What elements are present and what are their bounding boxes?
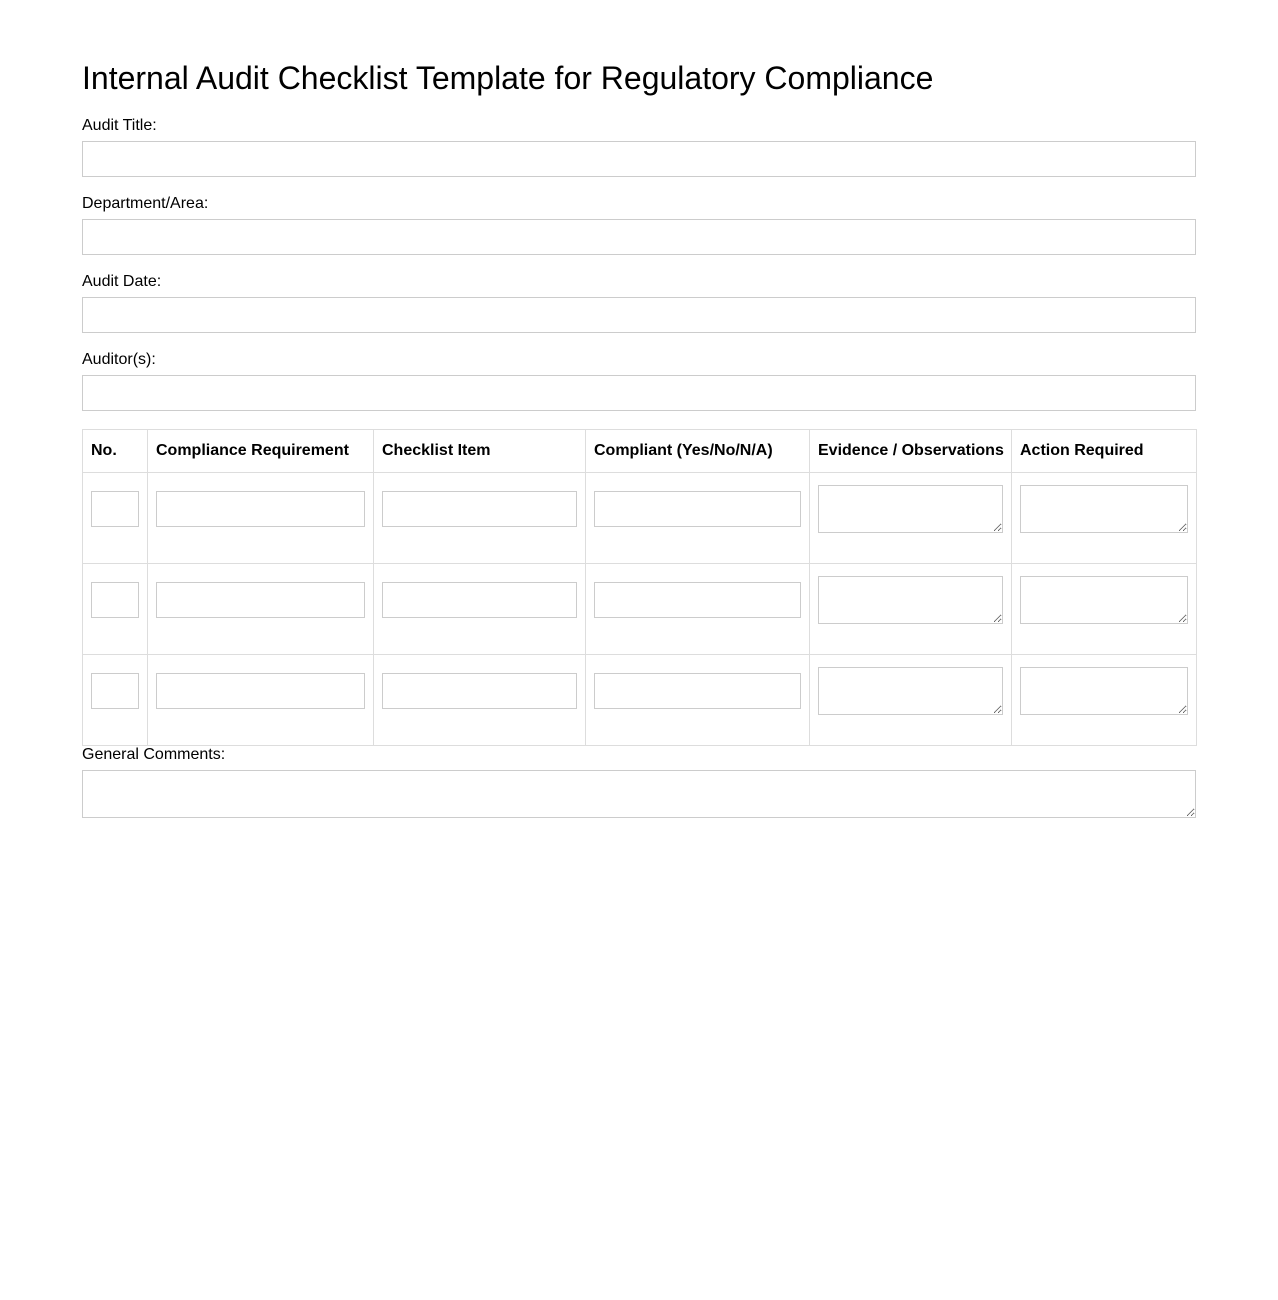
table-header-row	[83, 430, 1197, 473]
no-input[interactable]	[91, 582, 139, 618]
audit-date-input[interactable]	[82, 297, 1196, 333]
checklist-item-input[interactable]	[382, 582, 577, 618]
action-required-textarea[interactable]	[1020, 667, 1188, 715]
table-row	[83, 564, 1197, 655]
audit-date-label: Audit Date:	[82, 273, 162, 290]
table-row	[83, 655, 1197, 746]
cell-requirement	[148, 473, 374, 564]
no-input[interactable]	[91, 673, 139, 709]
audit-title-input[interactable]	[82, 141, 1196, 177]
cell-action	[1012, 655, 1197, 746]
auditors-label: Auditor(s):	[82, 351, 156, 368]
cell-requirement	[148, 655, 374, 746]
department-area-input[interactable]	[82, 219, 1196, 255]
evidence-observations-textarea[interactable]	[818, 485, 1003, 533]
compliant-input[interactable]	[594, 582, 801, 618]
header-compliance-requirement: Compliance Requirement	[148, 430, 374, 473]
audit-title-label: Audit Title:	[82, 117, 157, 134]
header-no: No.	[83, 430, 148, 473]
cell-no	[83, 655, 148, 746]
cell-compliant	[586, 655, 810, 746]
compliant-input[interactable]	[594, 491, 801, 527]
cell-action	[1012, 473, 1197, 564]
cell-evidence	[810, 564, 1012, 655]
page-title: Internal Audit Checklist Template for Regulatory Compliance	[82, 60, 934, 96]
general-comments-label: General Comments:	[82, 746, 226, 763]
cell-action	[1012, 564, 1197, 655]
checklist-table	[82, 429, 1197, 746]
cell-requirement	[148, 564, 374, 655]
action-required-textarea[interactable]	[1020, 485, 1188, 533]
cell-item	[374, 564, 586, 655]
auditors-input[interactable]	[82, 375, 1196, 411]
general-comments-textarea[interactable]	[82, 770, 1196, 818]
compliance-requirement-input[interactable]	[156, 582, 365, 618]
cell-no	[83, 473, 148, 564]
compliance-requirement-input[interactable]	[156, 491, 365, 527]
header-evidence-observations: Evidence / Observations	[810, 430, 1012, 473]
cell-compliant	[586, 473, 810, 564]
header-action-required: Action Required	[1012, 430, 1197, 473]
checklist-item-input[interactable]	[382, 673, 577, 709]
cell-item	[374, 473, 586, 564]
evidence-observations-textarea[interactable]	[818, 576, 1003, 624]
cell-item	[374, 655, 586, 746]
department-area-label: Department/Area:	[82, 195, 209, 212]
compliant-input[interactable]	[594, 673, 801, 709]
cell-evidence	[810, 473, 1012, 564]
cell-evidence	[810, 655, 1012, 746]
compliance-requirement-input[interactable]	[156, 673, 365, 709]
header-checklist-item: Checklist Item	[374, 430, 586, 473]
action-required-textarea[interactable]	[1020, 576, 1188, 624]
evidence-observations-textarea[interactable]	[818, 667, 1003, 715]
checklist-item-input[interactable]	[382, 491, 577, 527]
header-compliant: Compliant (Yes/No/N/A)	[586, 430, 810, 473]
table-row	[83, 473, 1197, 564]
cell-compliant	[586, 564, 810, 655]
cell-no	[83, 564, 148, 655]
no-input[interactable]	[91, 491, 139, 527]
